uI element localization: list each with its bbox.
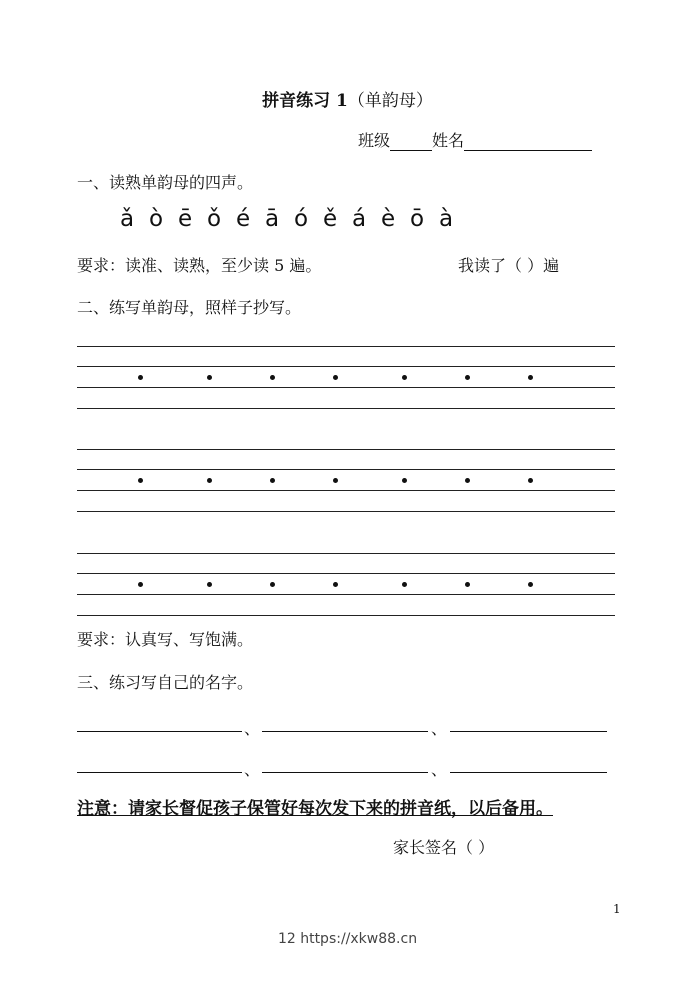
grid-line bbox=[77, 408, 615, 409]
student-info bbox=[358, 128, 592, 151]
grid-dot bbox=[465, 478, 470, 483]
separator: 、 bbox=[431, 760, 448, 779]
separator: 、 bbox=[244, 760, 261, 779]
grid-dot bbox=[270, 582, 275, 587]
separator: 、 bbox=[244, 719, 261, 738]
grid-line bbox=[77, 615, 615, 616]
separator: 、 bbox=[431, 719, 448, 738]
grid-dot bbox=[528, 478, 533, 483]
grid-dot bbox=[207, 478, 212, 483]
grid-dot bbox=[270, 478, 275, 483]
vowel-10: è bbox=[381, 206, 396, 232]
grid-dot bbox=[207, 375, 212, 380]
grid-dot bbox=[402, 478, 407, 483]
grid-dot bbox=[138, 478, 143, 483]
section1-requirement: 要求：读准、读熟，至少读 5 遍。 bbox=[77, 256, 322, 275]
title-sub: （单韵母） bbox=[347, 91, 433, 111]
grid-line bbox=[77, 387, 615, 388]
grid-dot bbox=[138, 375, 143, 380]
vowel-6: ā bbox=[265, 206, 280, 232]
class-label: 班级 bbox=[358, 131, 391, 150]
vowel-9: á bbox=[352, 206, 367, 232]
name-label: 姓名 bbox=[432, 131, 465, 150]
grid-dot bbox=[528, 582, 533, 587]
grid-line bbox=[77, 511, 615, 512]
vowel-11: ō bbox=[410, 206, 425, 232]
name-line[interactable] bbox=[450, 772, 607, 773]
name-line[interactable] bbox=[450, 731, 607, 732]
grid-dot bbox=[270, 375, 275, 380]
page-title bbox=[0, 86, 695, 111]
name-line[interactable] bbox=[77, 772, 242, 773]
grid-line bbox=[77, 469, 615, 470]
grid-line bbox=[77, 449, 615, 450]
grid-dot bbox=[402, 582, 407, 587]
grid-line bbox=[77, 346, 615, 347]
name-line[interactable] bbox=[77, 731, 242, 732]
grid-dot bbox=[333, 375, 338, 380]
grid-dot bbox=[465, 582, 470, 587]
grid-line bbox=[77, 490, 615, 491]
vowel-2: ò bbox=[149, 206, 164, 232]
grid-dot bbox=[333, 478, 338, 483]
title-main: 拼音练习 1 bbox=[262, 91, 348, 111]
grid-line bbox=[77, 573, 615, 574]
class-field[interactable] bbox=[390, 133, 432, 151]
grid-line bbox=[77, 366, 615, 367]
grid-dot bbox=[465, 375, 470, 380]
grid-line bbox=[77, 553, 615, 554]
vowel-3: ē bbox=[178, 206, 193, 232]
name-line[interactable] bbox=[262, 772, 428, 773]
vowel-7: ó bbox=[294, 206, 309, 232]
name-field[interactable] bbox=[464, 133, 592, 151]
grid-dot bbox=[402, 375, 407, 380]
name-line[interactable] bbox=[262, 731, 428, 732]
grid-dot bbox=[333, 582, 338, 587]
vowel-5: é bbox=[236, 206, 251, 232]
grid-dot bbox=[207, 582, 212, 587]
parent-signature[interactable]: 家长签名（ ） bbox=[393, 838, 495, 857]
grid-dot bbox=[528, 375, 533, 380]
vowel-8: ě bbox=[323, 206, 338, 232]
grid-dot bbox=[138, 582, 143, 587]
read-count[interactable]: 我读了（ ）遍 bbox=[458, 256, 560, 275]
section1-heading: 一、读熟单韵母的四声。 bbox=[77, 173, 254, 192]
vowel-4: ǒ bbox=[207, 206, 222, 232]
parent-notice: 注意：请家长督促孩子保管好每次发下来的拼音纸，以后备用。 bbox=[77, 799, 553, 819]
section2-heading: 二、练写单韵母，照样子抄写。 bbox=[77, 298, 302, 317]
grid-line bbox=[77, 594, 615, 595]
vowel-12: à bbox=[439, 206, 454, 232]
section3-heading: 三、练习写自己的名字。 bbox=[77, 673, 254, 692]
page-number: 1 bbox=[613, 902, 621, 916]
footer-watermark: 12 https://xkw88.cn bbox=[277, 931, 418, 947]
vowel-1: ǎ bbox=[120, 206, 135, 232]
section2-requirement: 要求：认真写、写饱满。 bbox=[77, 630, 254, 649]
vowel-row bbox=[120, 206, 468, 232]
